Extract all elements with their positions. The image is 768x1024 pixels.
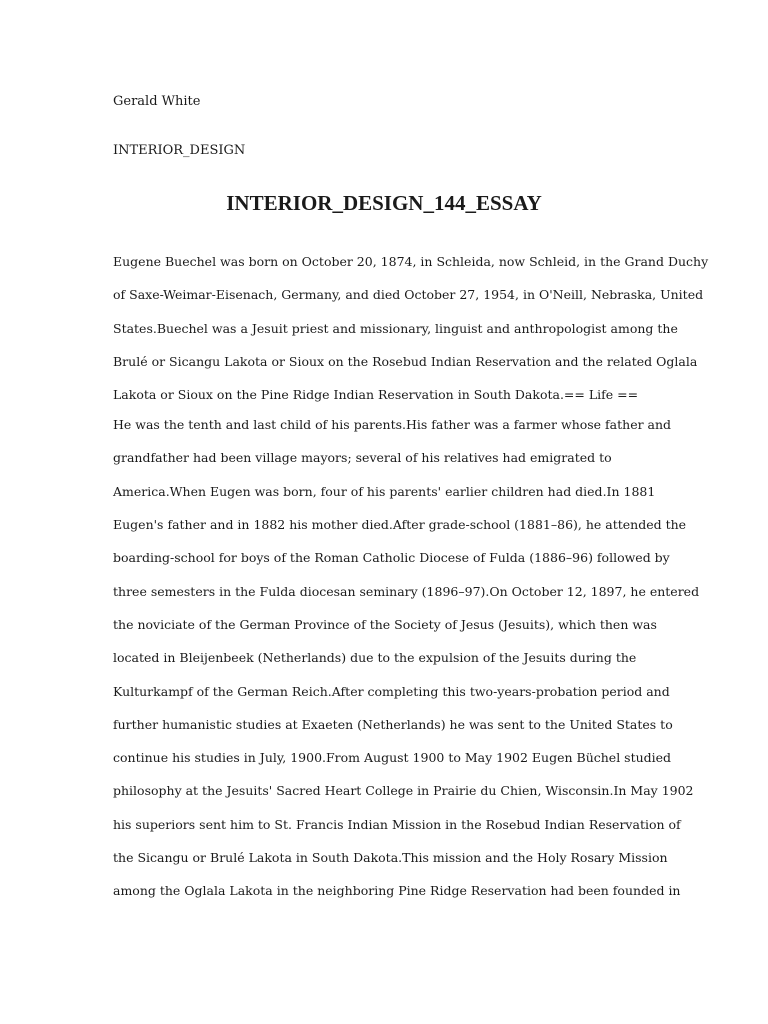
essay-body	[113, 252, 709, 915]
body-line: States.Buechel was a Jesuit priest and missionary, linguist and anthropologist among the	[113, 320, 678, 336]
body-line: three semesters in the Fulda diocesan seminary (1896–97).On October 12, 1897, he entered	[113, 583, 700, 599]
essay-title: INTERIOR_DESIGN_144_ESSAY	[226, 191, 542, 215]
body-line: located in Bleijenbeek (Netherlands) due to the expulsion of the Jesuits during the	[113, 650, 637, 666]
body-line: America.When Eugen was born, four of his parents' earlier children had died.In 1881	[113, 483, 656, 499]
body-line: the noviciate of the German Province of the Society of Jesus (Jesuits), which then was	[113, 616, 657, 632]
body-line: Kulturkampf of the German Reich.After completing this two-years-probation period and	[113, 683, 670, 699]
body-line: Brulé or Sicangu Lakota or Sioux on the Rosebud Indian Reservation and the related Oglala	[113, 353, 698, 369]
body-line: He was the tenth and last child of his parents.His father was a farmer whose father and	[113, 417, 672, 433]
body-line: further humanistic studies at Exaeten (Netherlands) he was sent to the United States to	[113, 716, 673, 732]
body-line: his superiors sent him to St. Francis Indian Mission in the Rosebud Indian Reservation of	[113, 816, 681, 832]
course-name: INTERIOR_DESIGN	[113, 143, 246, 158]
body-line: continue his studies in July, 1900.From August 1900 to May 1902 Eugen Büchel studied	[113, 750, 672, 766]
body-line: Lakota or Sioux on the Pine Ridge Indian Reservation in South Dakota.== Life ==	[113, 387, 639, 403]
body-line: grandfather had been village mayors; several of his relatives had emigrated to	[113, 450, 612, 466]
body-line: Eugene Buechel was born on October 20, 1874, in Schleida, now Schleid, in the Grand Duchy	[113, 254, 709, 269]
body-line: of Saxe-Weimar-Eisenach, Germany, and died October 27, 1954, in O'Neill, Nebraska, United	[113, 287, 704, 303]
body-line: among the Oglala Lakota in the neighboring Pine Ridge Reservation had been founded in	[113, 883, 681, 899]
body-line: the Sicangu or Brulé Lakota in South Dakota.This mission and the Holy Rosary Mission	[113, 850, 668, 866]
body-line: Eugen's father and in 1882 his mother died.After grade-school (1881–86), he attended the	[113, 517, 687, 533]
body-line: boarding-school for boys of the Roman Catholic Diocese of Fulda (1886–96) followed by	[113, 550, 670, 566]
body-line: philosophy at the Jesuits' Sacred Heart College in Prairie du Chien, Wisconsin.In May 1902	[113, 783, 694, 799]
author-name: Gerald White	[113, 94, 201, 109]
